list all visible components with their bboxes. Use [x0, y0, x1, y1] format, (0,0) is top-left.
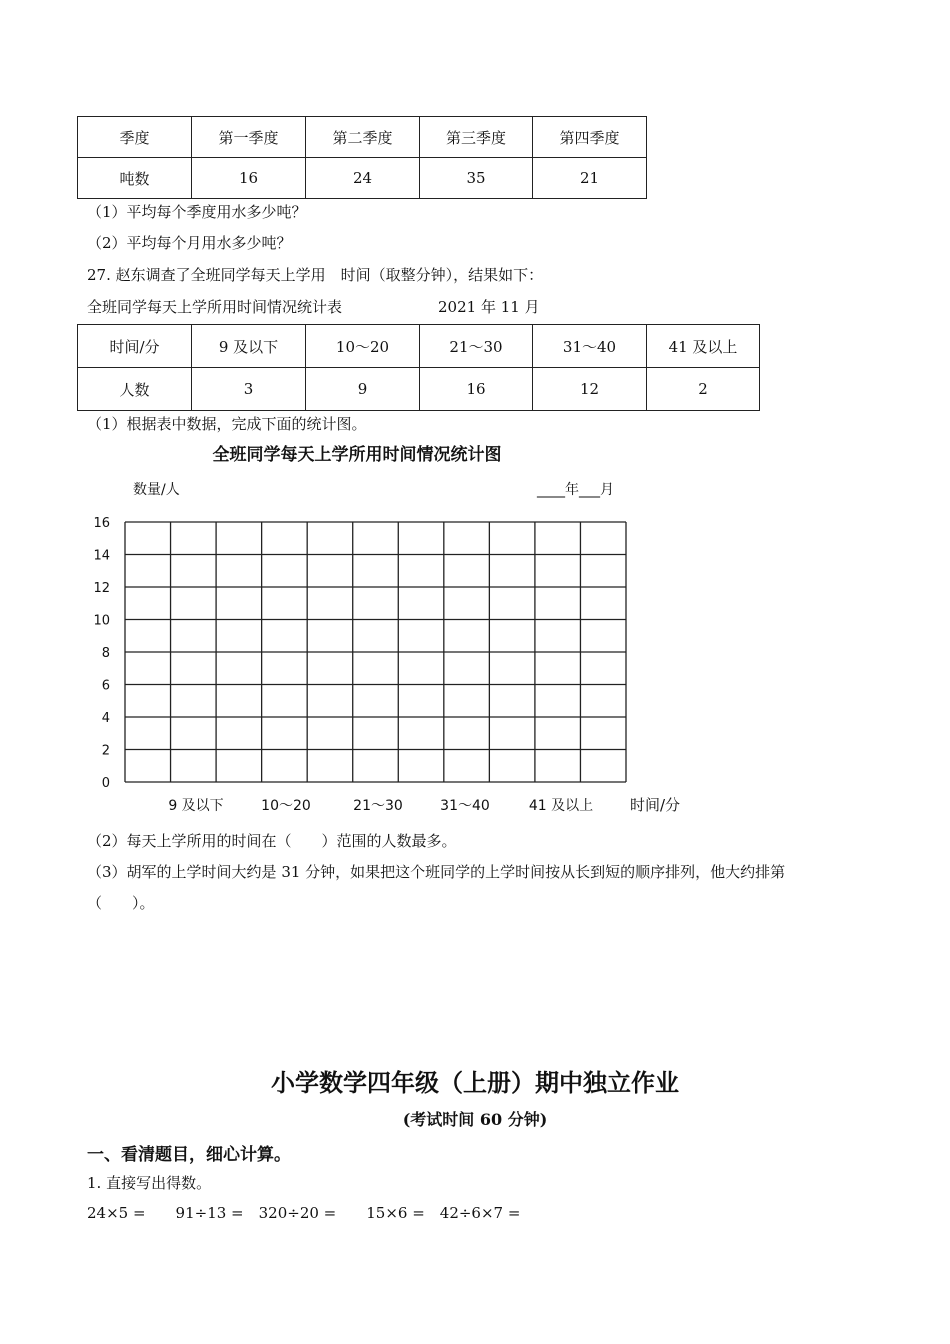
table-header-cell: 第四季度 [533, 117, 647, 158]
table-header-cell: 季度 [78, 117, 192, 158]
table-cell: 2 [647, 368, 760, 411]
y-tick-label: 16 [93, 516, 110, 531]
y-tick-label: 12 [93, 581, 110, 596]
q27-sub3-continued: （ ）。 [87, 894, 155, 912]
x-tick-label: 9 及以下 [168, 798, 224, 814]
x-axis-ticks [168, 798, 593, 814]
calc-row: 24×5 = 91÷13 = 320÷20 = 15×6 = 42÷6×7 = [87, 1204, 521, 1222]
table-cell: 人数 [78, 368, 192, 411]
table-header-cell: 第二季度 [306, 117, 420, 158]
table-header-cell: 第三季度 [420, 117, 533, 158]
section-heading: 一、看清题目，细心计算。 [87, 1145, 291, 1165]
table-header-cell: 第一季度 [192, 117, 306, 158]
x-tick-label: 41 及以上 [528, 798, 594, 814]
y-tick-label: 2 [101, 743, 110, 759]
table-cell: 16 [192, 158, 306, 199]
q27-intro: 27. 赵东调查了全班同学每天上学用 时间（取整分钟），结果如下： [87, 266, 544, 284]
y-axis-label: 数量/人 [133, 482, 180, 498]
q27-sub1: （1）根据表中数据，完成下面的统计图。 [87, 415, 367, 433]
table-cell: 35 [420, 158, 533, 199]
y-tick-label: 8 [101, 646, 110, 661]
table-header-cell: 10～20 [306, 325, 420, 368]
x-axis-label: 时间/分 [630, 796, 681, 814]
table-cell: 16 [420, 368, 533, 411]
y-tick-label: 14 [93, 548, 110, 564]
table-cell: 24 [306, 158, 420, 199]
y-tick-label: 10 [93, 613, 110, 629]
exam-title: 小学数学四年级（上册）期中独立作业 [271, 1069, 679, 1097]
grid-lines [125, 522, 626, 782]
q27-sub2: （2）每天上学所用的时间在（ ）范围的人数最多。 [87, 832, 457, 850]
y-tick-label: 0 [101, 776, 110, 791]
table-date: 2021 年 11 月 [438, 298, 540, 316]
date-blank: ____年___月 [537, 482, 614, 498]
table-cell: 21 [533, 158, 647, 199]
y-tick-label: 4 [101, 711, 110, 726]
table-cell: 3 [192, 368, 306, 411]
table-cell: 12 [533, 368, 647, 411]
q27-sub3: （3）胡军的上学时间大约是 31 分钟，如果把这个班同学的上学时间按从长到短的顺序排列，他大约排第 [87, 863, 786, 881]
y-axis-ticks [93, 516, 110, 791]
table-header-cell: 41 及以上 [647, 325, 760, 368]
table-caption: 全班同学每天上学所用时间情况统计表 [87, 298, 343, 316]
table-header-cell: 31～40 [533, 325, 647, 368]
table-header-cell: 时间/分 [78, 325, 192, 368]
x-tick-label: 10～20 [261, 798, 311, 814]
question-1: 1. 直接写出得数。 [87, 1174, 212, 1192]
commute-time-table [77, 324, 760, 411]
table-header-cell: 21～30 [420, 325, 533, 368]
x-tick-label: 31～40 [440, 798, 490, 814]
q26-sub2: （2）平均每个月用水多少吨？ [87, 234, 292, 252]
water-usage-table [77, 116, 647, 199]
bar-chart [0, 440, 950, 820]
x-tick-label: 21～30 [353, 798, 403, 814]
y-tick-label: 6 [101, 678, 110, 694]
table-cell: 9 [306, 368, 420, 411]
exam-subtitle: (考试时间 60 分钟) [402, 1110, 548, 1129]
chart-title: 全班同学每天上学所用时间情况统计图 [212, 445, 502, 465]
table-header-cell: 9 及以下 [192, 325, 306, 368]
table-cell: 吨数 [78, 158, 192, 199]
q26-sub1: （1）平均每个季度用水多少吨？ [87, 203, 307, 221]
